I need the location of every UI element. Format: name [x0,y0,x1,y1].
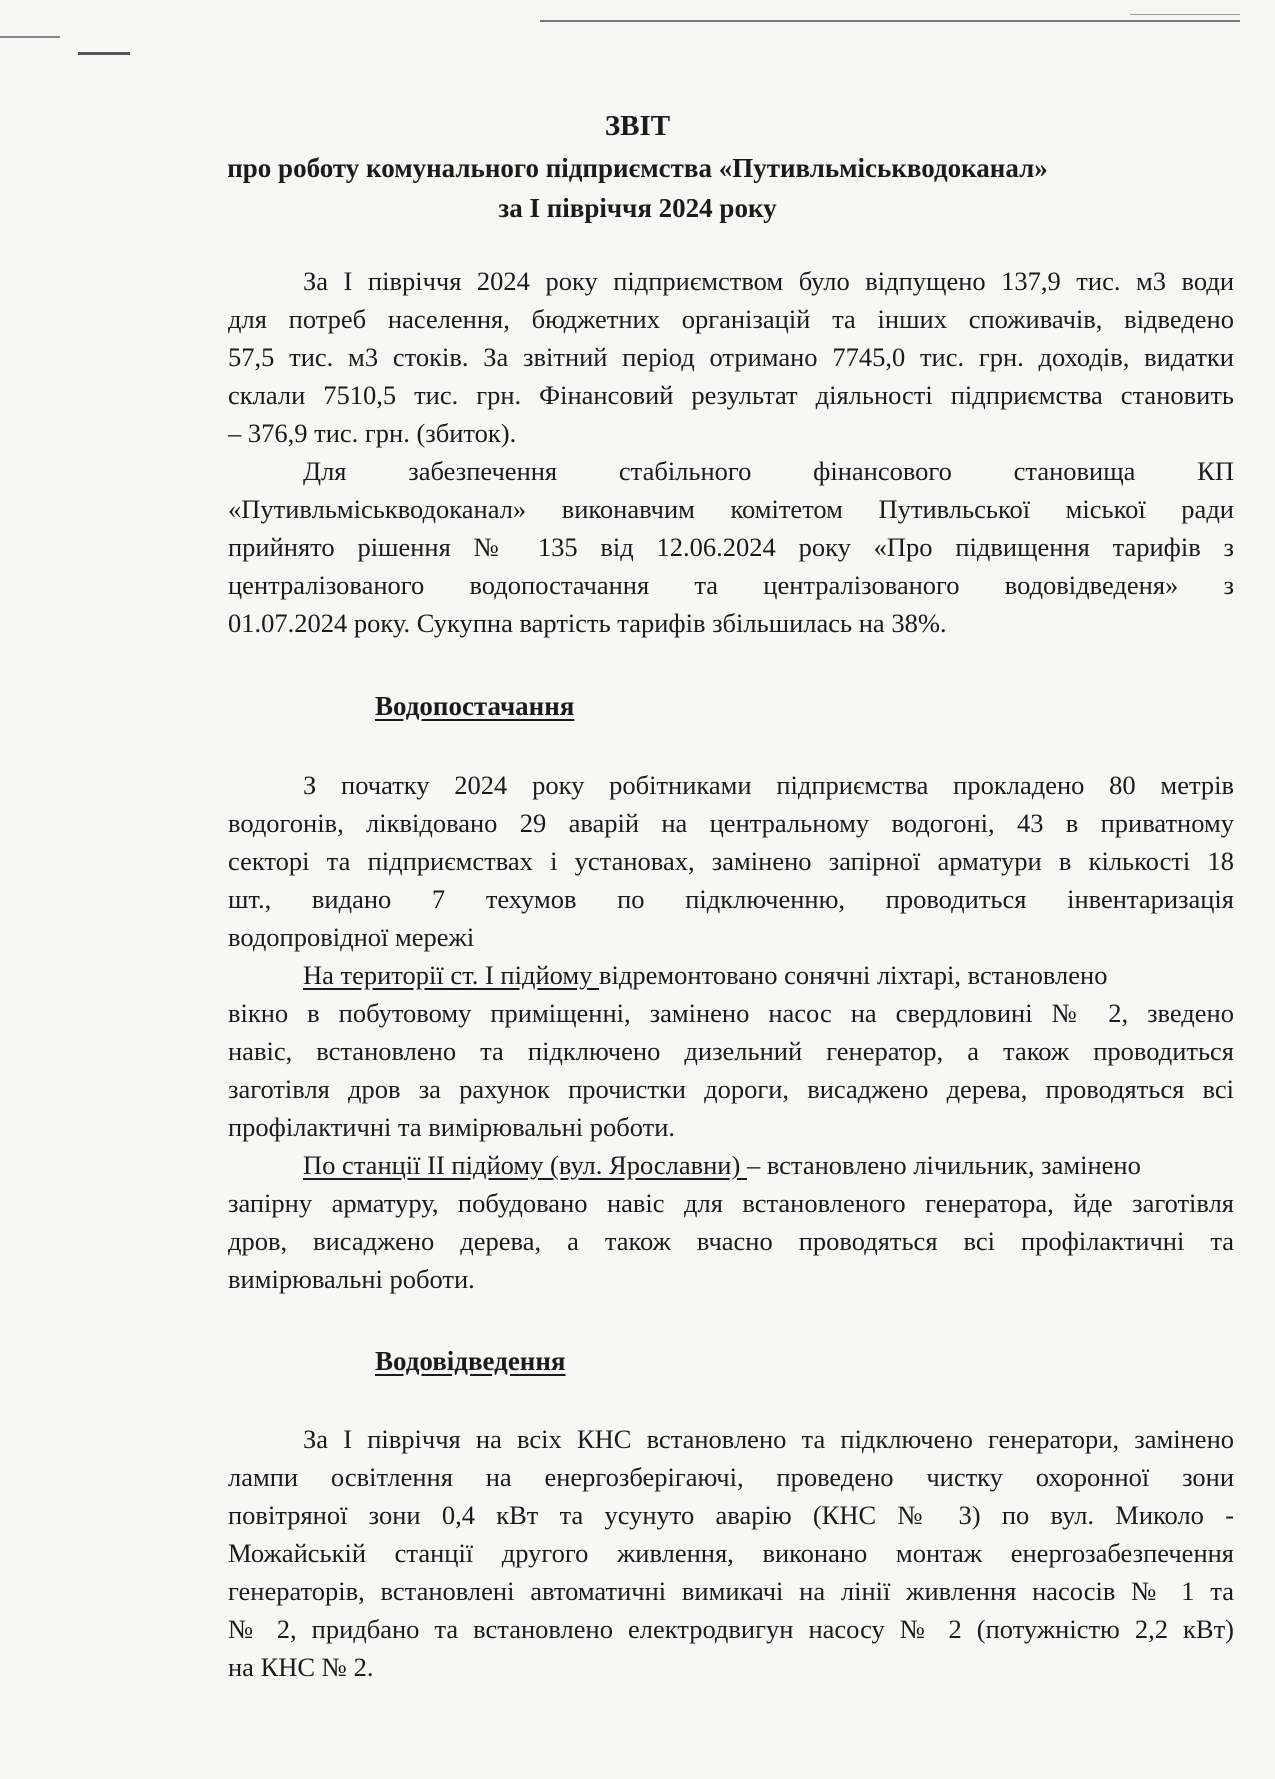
text-line: секторі та підприємствах і установах, замінено запірної арматури в кількості 18 [228,846,1234,876]
station-2-label: По станції ІІ підйому (вул. Ярославни) [303,1150,747,1180]
text-line: вікно в побутовому приміщенні, замінено насос на свердловині № 2, зведено [228,998,1234,1028]
station-1-label: На території ст. І підйому [303,960,600,990]
text-line: водогонів, ліквідовано 29 аварій на центральному водогоні, 43 в приватному [228,808,1234,838]
text-line: 57,5 тис. м3 стоків. За звітний період отримано 7745,0 тис. грн. доходів, видатки [228,342,1234,372]
text-line: водопровідної мережі [228,922,475,952]
text-line: склали 7510,5 тис. грн. Фінансовий результат діяльності підприємства становить [228,380,1234,410]
report-period: за І півріччя 2024 року [498,193,777,223]
report-subtitle: про роботу комунального підприємства «Путивльміськводоканал» [227,153,1048,183]
text-line: запірну арматуру, побудовано навіс для встановленого генератора, йде заготівля [228,1188,1234,1218]
text-line: За І півріччя 2024 року підприємством було відпущено 137,9 тис. м3 води [303,266,1234,296]
text-line: дров, висаджено дерева, а також вчасно проводяться всі профілактичні та [228,1226,1234,1256]
text-fragment: відремонтовано сонячні ліхтарі, встановлено [599,960,1108,990]
text-line [228,1146,1234,1184]
section-heading-water-supply: Водопостачання [375,691,575,721]
intro-paragraph-2 [228,452,1234,642]
text-line: вимірювальні роботи. [228,1264,475,1294]
text-line: прийнято рішення № 135 від 12.06.2024 року «Про підвищення тарифів з [228,532,1234,562]
scan-artifact-line [0,36,60,38]
text-line: навіс, встановлено та підключено дизельний генератор, а також проводиться [228,1036,1234,1066]
section-heading-sewerage: Водовідведення [375,1346,566,1376]
text-line [228,956,1234,994]
text-fragment: – встановлено лічильник, замінено [746,1150,1141,1180]
water-supply-paragraph-3 [228,1146,1234,1298]
text-line: лампи освітлення на енергозберігаючі, проведено чистку охоронної зони [228,1462,1234,1492]
text-line: Для забезпечення стабільного фінансового становища КП [303,456,1234,486]
text-line: централізованого водопостачання та централізованого водовідведеня» з [228,570,1234,600]
text-line: За І півріччя на всіх КНС встановлено та підключено генератори, замінено [303,1424,1234,1454]
text-line: заготівля дров за рахунок прочистки дороги, висаджено дерева, проводяться всі [228,1074,1234,1104]
text-line: Можайській станції другого живлення, виконано монтаж енергозабезпечення [228,1538,1234,1568]
text-line: для потреб населення, бюджетних організацій та інших споживачів, відведено [228,304,1234,334]
text-line: 01.07.2024 року. Сукупна вартість тарифів збільшилась на 38%. [228,608,947,638]
text-line: – 376,9 тис. грн. (збиток). [228,418,517,448]
report-title: ЗВІТ [604,110,671,142]
water-supply-paragraph-1 [228,766,1234,956]
sewerage-paragraph [228,1420,1234,1686]
intro-paragraph-1 [228,262,1234,452]
text-line: «Путивльміськводоканал» виконавчим комітетом Путивльської міської ради [228,494,1234,524]
scan-artifact-line [540,20,1240,22]
scan-artifact-mark [78,52,130,55]
text-line: на КНС № 2. [228,1652,374,1682]
text-line: шт., видано 7 техумов по підключенню, проводиться інвентаризація [228,884,1234,914]
text-line: профілактичні та вимірювальні роботи. [228,1112,676,1142]
text-line: повітряної зони 0,4 кВт та усунуто аварію (КНС № 3) по вул. Миколо - [228,1500,1234,1530]
water-supply-paragraph-2 [228,956,1234,1146]
scan-artifact-line [1130,14,1240,15]
text-line: № 2, придбано та встановлено електродвигун насосу № 2 (потужністю 2,2 кВт) [228,1614,1234,1644]
text-line: генераторів, встановлені автоматичні вимикачі на лінії живлення насосів № 1 та [228,1576,1234,1606]
text-line: З початку 2024 року робітниками підприємства прокладено 80 метрів [303,770,1234,800]
